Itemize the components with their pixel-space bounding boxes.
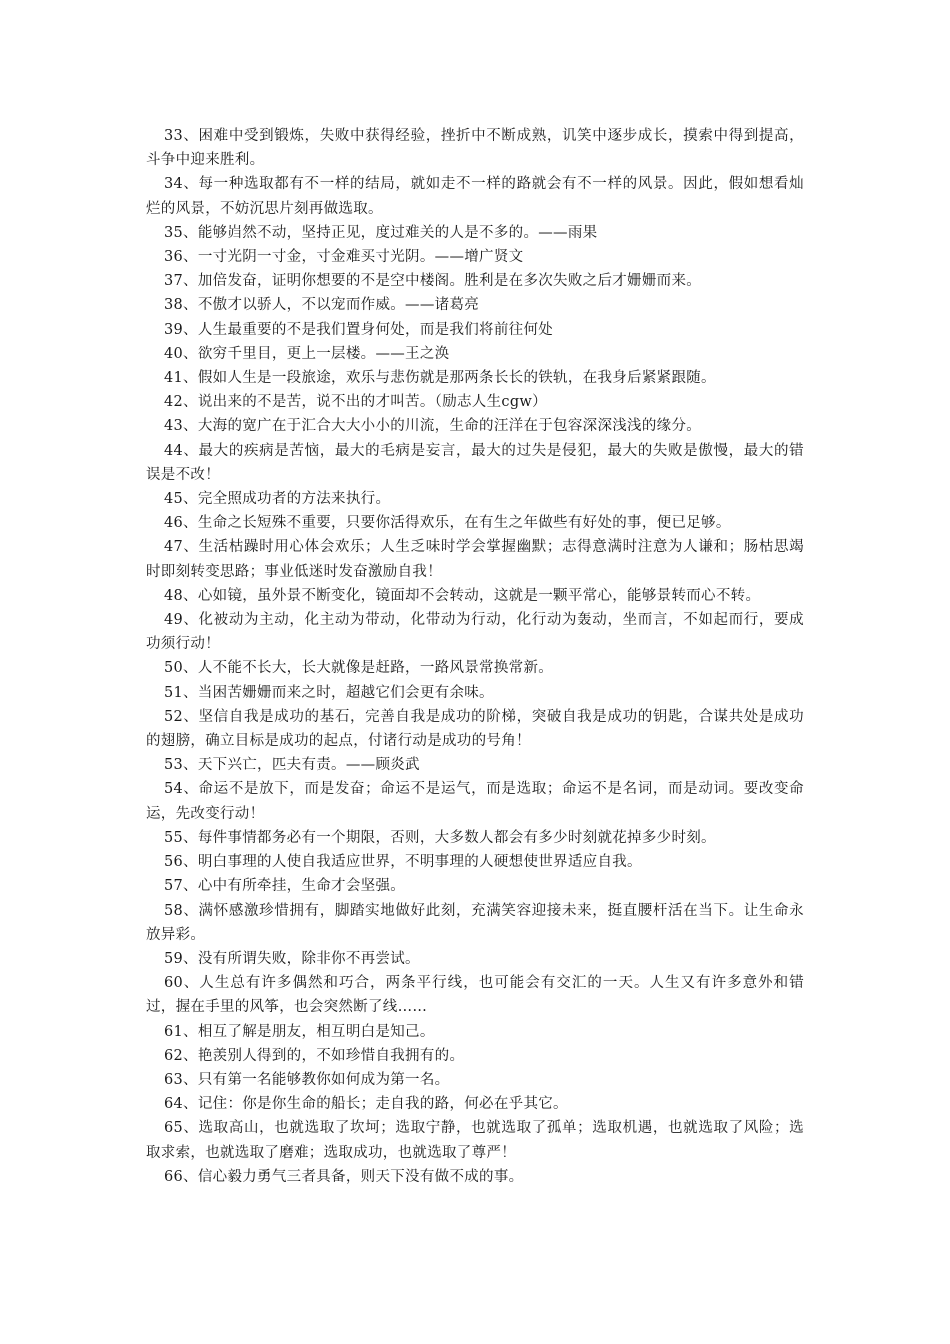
quote-paragraph: 39、人生最重要的不是我们置身何处，而是我们将前往何处 [164,321,554,338]
quote-paragraph: 43、大海的宽广在于汇合大大小小的川流，生命的汪洋在于包容深深浅浅的缘分。 [164,418,702,435]
quote-paragraph: 40、欲穷千里目，更上一层楼。——王之涣 [164,345,450,362]
quote-paragraph: 66、信心毅力勇气三者具备，则天下没有做不成的事。 [164,1168,524,1185]
quote-paragraph: 37、加倍发奋，证明你想要的不是空中楼阁。胜利是在多次失败之后才姗姗而来。 [164,273,702,290]
quote-paragraph: 51、当困苦姗姗而来之时，超越它们会更有余味。 [164,684,494,701]
quote-paragraph: 64、记住：你是你生命的船长；走自我的路，何必在乎其它。 [164,1096,568,1113]
quote-paragraph: 54、命运不是放下，而是发奋；命运不是运气，而是选取；命运不是名词，而是动词。要改变命运，先改变行动！ [146,781,804,822]
quote-paragraph: 55、每件事情都务必有一个期限，否则，大多数人都会有多少时刻就花掉多少时刻。 [164,829,716,846]
quote-paragraph: 62、艳羡别人得到的，不如珍惜自我拥有的。 [164,1047,465,1064]
quote-paragraph: 33、困难中受到锻炼，失败中获得经验，挫折中不断成熟，讥笑中逐步成长，摸索中得到提高，斗争中迎来胜利。 [146,128,804,169]
quote-paragraph: 50、人不能不长大，长大就像是赶路，一路风景常换常新。 [164,660,554,677]
quote-paragraph: 38、不傲才以骄人，不以宠而作威。——诸葛亮 [164,297,480,314]
quote-paragraph: 60、人生总有许多偶然和巧合，两条平行线，也可能会有交汇的一天。人生又有许多意外和错过，握在手里的风筝，也会突然断了线…… [146,975,804,1016]
quote-paragraph: 49、化被动为主动，化主动为带动，化带动为行动，化行动为轰动，坐而言，不如起而行，要成功须行动！ [146,612,804,653]
quote-paragraph: 46、生命之长短殊不重要，只要你活得欢乐，在有生之年做些有好处的事，便已足够。 [164,515,731,532]
quote-paragraph: 56、明白事理的人使自我适应世界，不明事理的人硬想使世界适应自我。 [164,854,642,871]
quote-paragraph: 44、最大的疾病是苦恼，最大的毛病是妄言，最大的过失是侵犯，最大的失败是傲慢，最大的错误是不改！ [146,442,804,483]
quote-paragraph: 61、相互了解是朋友，相互明白是知己。 [164,1023,435,1040]
quote-paragraph: 52、坚信自我是成功的基石，完善自我是成功的阶梯，突破自我是成功的钥匙，合谋共处是成功的翅膀，确立目标是成功的起点，付诸行动是成功的号角！ [146,708,804,750]
quote-paragraph: 45、完全照成功者的方法来执行。 [164,491,391,508]
quote-paragraph: 53、天下兴亡，匹夫有责。——顾炎武 [164,757,420,774]
quote-paragraph: 58、满怀感激珍惜拥有，脚踏实地做好此刻，充满笑容迎接未来，挺直腰杆活在当下。让生命永放异彩。 [146,902,804,943]
quote-paragraph: 57、心中有所牵挂，生命才会坚强。 [164,878,406,895]
quote-paragraph: 48、心如镜，虽外景不断变化，镜面却不会转动，这就是一颗平常心，能够景转而心不转。 [164,587,761,604]
document-body [146,124,804,1189]
quote-paragraph: 63、只有第一名能够教你如何成为第一名。 [164,1071,450,1088]
quote-paragraph: 47、生活枯躁时用心体会欢乐；人生乏味时学会掌握幽默；志得意满时注意为人谦和；肠枯思竭时即刻转变思路；事业低迷时发奋激励自我！ [146,539,804,580]
quote-paragraph: 36、一寸光阴一寸金，寸金难买寸光阴。——增广贤文 [164,249,524,266]
quote-paragraph: 41、假如人生是一段旅途，欢乐与悲伤就是那两条长长的铁轨，在我身后紧紧跟随。 [164,370,716,387]
quote-paragraph: 42、说出来的不是苦，说不出的才叫苦。（励志人生cgw） [164,394,547,411]
quote-paragraph: 59、没有所谓失败，除非你不再尝试。 [164,950,420,967]
quote-paragraph: 34、每一种选取都有不一样的结局，就如走不一样的路就会有不一样的风景。因此，假如想看灿烂的风景，不妨沉思片刻再做选取。 [146,176,804,217]
quote-paragraph: 35、能够岿然不动，坚持正见，度过难关的人是不多的。——雨果 [164,224,598,241]
quote-paragraph: 65、选取高山，也就选取了坎坷；选取宁静，也就选取了孤单；选取机遇，也就选取了风险；选取求索，也就选取了磨难；选取成功，也就选取了尊严！ [146,1120,804,1161]
